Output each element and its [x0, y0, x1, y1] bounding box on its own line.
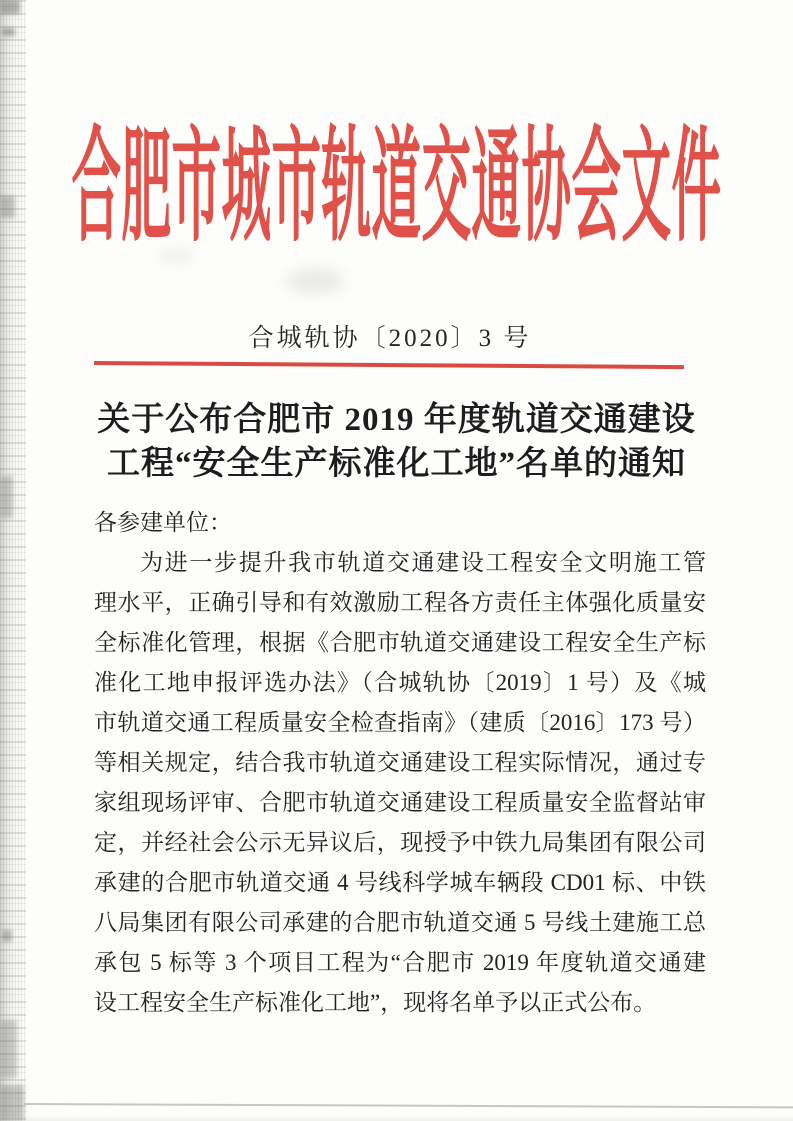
print-through-ghost	[285, 268, 345, 294]
print-through-ghost	[160, 248, 194, 264]
body-line: 全标准化管理，根据《合肥市轨道交通建设工程安全生产标	[94, 630, 706, 655]
body-line: 准化工地申报评选办法》（合城轨协〔2019〕1 号）及《城	[94, 670, 706, 695]
scan-smudge	[2, 930, 12, 942]
body-line: 设工程安全生产标准化工地”，现将名单予以正式公布。	[94, 990, 657, 1015]
body-line: 承包 5 标等 3 个项目工程为“合肥市 2019 年度轨道交通建	[94, 950, 706, 975]
body-line: 理水平，正确引导和有效激励工程各方责任主体强化质量安	[94, 590, 706, 615]
body-line: 家组现场评审、合肥市轨道交通建设工程质量安全监督站审	[94, 790, 706, 815]
letterhead-banner-title: 合肥市城市轨道交通协会文件	[71, 119, 722, 256]
document-title	[0, 398, 793, 486]
letterhead-banner	[0, 119, 793, 256]
scan-smudge	[0, 1020, 17, 1078]
body-line: 等相关规定，结合我市轨道交通建设工程实际情况，通过专	[94, 750, 706, 775]
body-line: 定，并经社会公示无异议后，现授予中铁九局集团有限公司	[94, 830, 706, 855]
body-line: 为进一步提升我市轨道交通建设工程安全文明施工管	[140, 550, 706, 575]
scan-smudge	[2, 28, 15, 36]
scan-smudge	[0, 196, 15, 218]
red-divider-rule	[94, 361, 684, 369]
document-body	[94, 503, 706, 1023]
body-line: 承建的合肥市轨道交通 4 号线科学城车辆段 CD01 标、中铁	[94, 870, 706, 895]
document-title-line1: 关于公布合肥市 2019 年度轨道交通建设	[97, 402, 696, 438]
salutation: 各参建单位：	[94, 510, 232, 535]
scan-page-bottom-shadow	[0, 1115, 793, 1121]
document-title-line2: 工程“安全生产标准化工地”名单的通知	[107, 446, 686, 482]
scan-noise-left-edge	[0, 0, 26, 1121]
document-number: 合城轨协〔2020〕3 号	[248, 325, 532, 352]
body-line: 市轨道交通工程质量安全检查指南》（建质〔2016〕173 号）	[94, 710, 706, 735]
scan-page-bottom-edge	[24, 1103, 793, 1108]
scan-smudge	[0, 0, 20, 14]
body-line: 八局集团有限公司承建的合肥市轨道交通 5 号线土建施工总	[94, 910, 706, 935]
